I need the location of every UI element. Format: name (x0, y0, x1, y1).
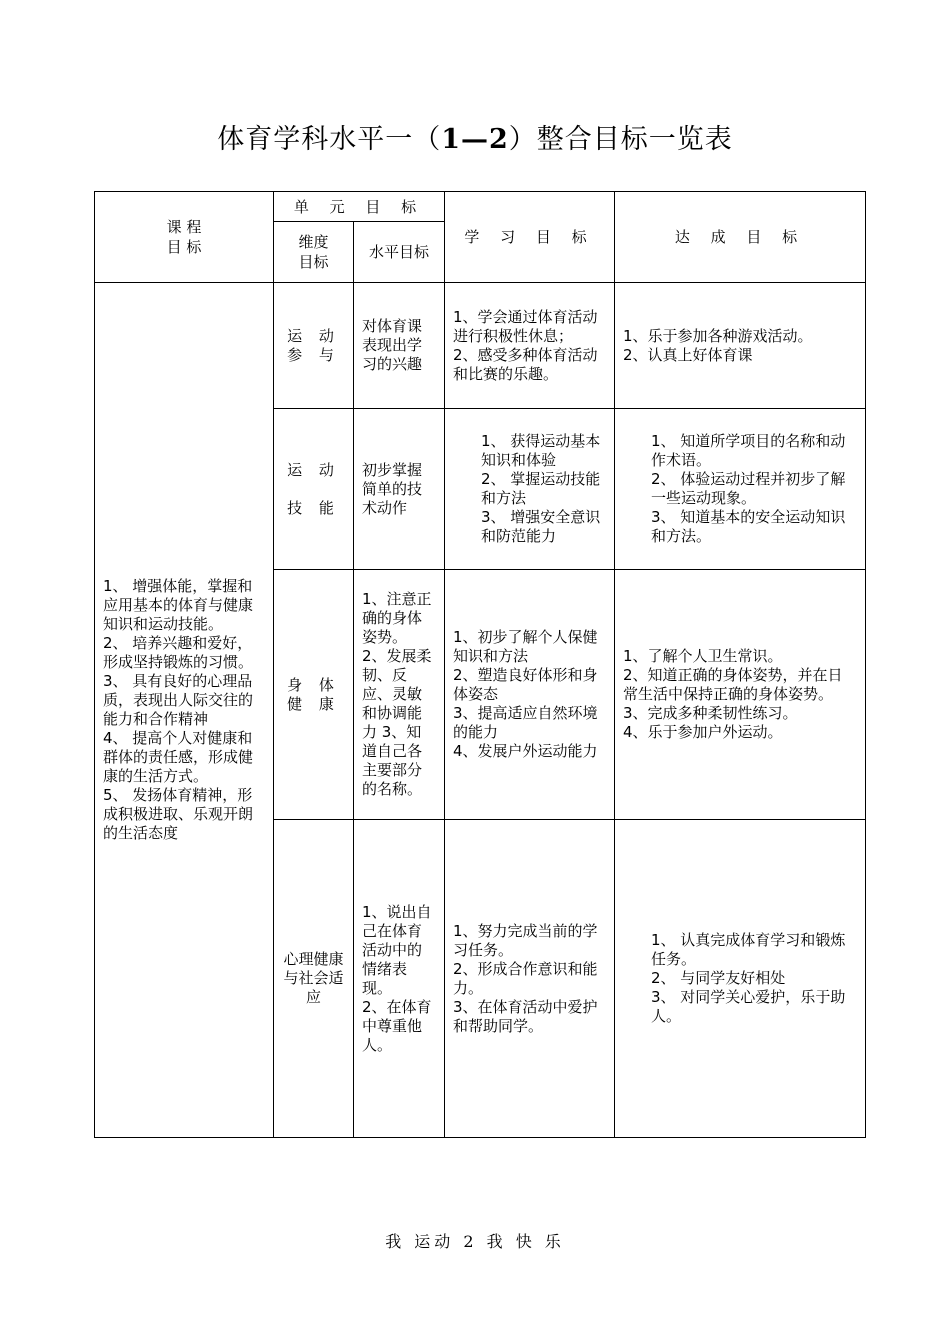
achieve-cell: 1、了解个人卫生常识。 2、知道正确的身体姿势，并在日常生活中保持正确的身体姿势。 3、完成多种柔韧性练习。 4、乐于参加户外运动。 (615, 570, 866, 820)
learning-cell: 1、初步了解个人保健知识和方法 2、塑造良好体形和身体姿态 3、提高适应自然环境的能力 4、发展户外运动能力 (445, 570, 615, 820)
dimension-cell: 心理健康与社会适应 (274, 820, 354, 1138)
dimension-cell: 身 体 健 康 (274, 570, 354, 820)
goals-table (94, 191, 866, 1138)
learning-cell: 1、学会通过体育活动进行积极性休息； 2、感受多种体育活动和比赛的乐趣。 (445, 283, 615, 409)
level-cell: 1、说出自己在体育活动中的情绪表现。 2、在体育中尊重他人。 (354, 820, 445, 1138)
level-header: 水平目标 (354, 222, 445, 283)
achieve-cell: 1、 知道所学项目的名称和动作术语。 2、 体验运动过程并初步了解一些运动现象。 3、 知道基本的安全运动知识和方法。 (615, 409, 866, 570)
page-footer: 我 运动 2 我 快 乐 (385, 1232, 565, 1251)
page-title: 体育学科水平一（1—2）整合目标一览表 (217, 124, 733, 155)
dimension-header: 维度 目标 (274, 222, 354, 283)
achieve-cell: 1、乐于参加各种游戏活动。 2、认真上好体育课 (615, 283, 866, 409)
learning-cell: 1、努力完成当前的学习任务。 2、形成合作意识和能力。 3、在体育活动中爱护和帮助同学。 (445, 820, 615, 1138)
dimension-cell: 运 动 技 能 (274, 409, 354, 570)
course-goal-header: 课 程 目 标 (95, 192, 274, 283)
level-cell: 1、注意正确的身体姿势。 2、发展柔韧、反应、灵敏和协调能力 3、知道自己各主要部分的名称。 (354, 570, 445, 820)
level-cell: 对体育课表现出学习的兴趣 (354, 283, 445, 409)
dimension-cell: 运 动 参 与 (274, 283, 354, 409)
course-goal-text: 1、 增强体能，掌握和应用基本的体育与健康知识和运动技能。 2、 培养兴趣和爱好，形成坚持锻炼的习惯。 3、 具有良好的心理品质，表现出人际交往的能力和合作精神 4、 提高个人对健康和群体的责任感，形成健康的生活方式。 5、 发扬体育精神，形成积极进取、乐观开朗的生活态度 (95, 283, 274, 1138)
unit-goal-header: 单 元 目 标 (274, 192, 445, 222)
achieve-goal-header: 达 成 目 标 (615, 192, 866, 283)
level-cell: 初步掌握简单的技术动作 (354, 409, 445, 570)
learning-goal-header: 学 习 目 标 (445, 192, 615, 283)
achieve-cell: 1、 认真完成体育学习和锻炼任务。 2、 与同学友好相处 3、 对同学关心爱护，乐于助人。 (615, 820, 866, 1138)
learning-cell: 1、 获得运动基本知识和体验 2、 掌握运动技能和方法 3、 增强安全意识和防范能力 (445, 409, 615, 570)
